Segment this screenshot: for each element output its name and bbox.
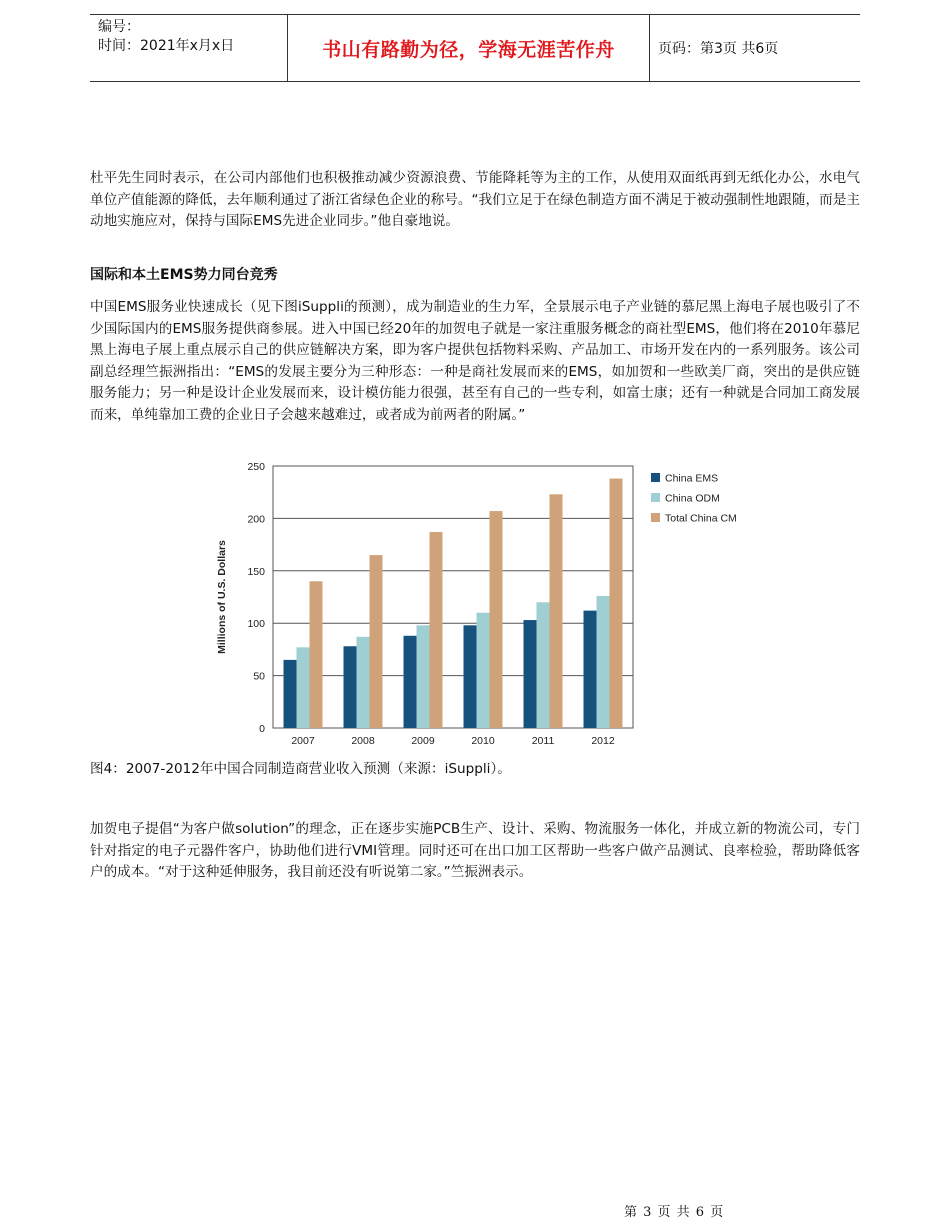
bar [550,494,563,728]
y-tick-label: 50 [253,670,265,683]
bar [477,613,490,728]
x-tick-label: 2007 [291,735,315,747]
section-heading: 国际和本土EMS势力同台竞秀 [90,267,278,283]
bar [417,625,430,728]
bar [490,511,503,728]
bar [404,636,417,728]
bar [310,581,323,728]
bar [524,620,537,728]
bar [584,611,597,728]
paragraph-2: 中国EMS服务业快速成长（见下图iSuppli的预测），成为制造业的生力军，全景展示电子产业链的慕尼黑上海电子展也吸引了不少国际国内的EMS服务提供商参展。进入中国已经20年的加贺电子就是一家注重服务概念的商社型EMS，他们将在2010年慕尼黑上海电子展上重点展示自己的供应链解决方案，即为客户提供包括物料采购、产品加工、市场开发在内的一系列服务。该公司副总经理竺振洲指出：“EMS的发展主要分为三种形态：一种是商社发展而来的EMS，如加贺和一些欧美厂商，突出的是供应链服务能力；另一种是设计企业发展而来，设计模仿能力很强，甚至有自己的一些专利，如富士康；还有一种就是合同加工商发展而来，单纯靠加工费的企业日子会越来越难过，或者成为前两者的附属。” [90,299,860,423]
number-label: 编号： [98,19,140,35]
bar [357,637,370,728]
bar [370,555,383,728]
header-motto: 书山有路勤为径，学海无涯苦作舟 [287,15,650,81]
bar [597,596,610,728]
time-label: 时间：2021年x月x日 [98,38,235,54]
x-tick-label: 2008 [351,735,375,747]
x-tick-label: 2011 [531,735,555,747]
figure-caption: 图4：2007-2012年中国合同制造商营业收入预测（来源：iSuppli）。 [90,761,511,777]
bar [610,479,623,728]
paragraph-3: 加贺电子提倡“为客户做solution”的理念，正在逐步实施PCB生产、设计、采购、物流服务一体化，并成立新的物流公司，专门针对指定的电子元器件客户，协助他们进行VMI管理。同时还可在出口加工区帮助一些客户做产品测试、良率检验，帮助降低客户的成本。“对于这种延伸服务，我目前还没有听说第二家。”竺振洲表示。 [90,821,860,881]
bar [344,646,357,728]
y-tick-label: 0 [259,723,265,735]
y-tick-label: 100 [247,618,265,631]
paragraph-1: 杜平先生同时表示，在公司内部他们也积极推动减少资源浪费、节能降耗等为主的工作，从使用双面纸再到无纸化办公，水电气单位产值能源的降低，去年顺利通过了浙江省绿色企业的称号。“我们立足于在绿色制造方面不满足于被动强制性地跟随，而是主动地实施应对，保持与国际EMS先进企业同步。”他自豪地说。 [90,170,860,230]
legend-label: Total China CM [665,512,737,525]
legend-swatch [651,493,660,502]
legend-swatch [651,473,660,482]
revenue-forecast-chart [205,453,765,748]
y-tick-label: 250 [247,461,265,473]
legend-label: China ODM [665,492,720,505]
x-tick-label: 2010 [471,735,495,747]
y-tick-label: 200 [247,513,265,526]
plot-frame [273,466,633,728]
bar [284,660,297,728]
header-table [90,14,860,82]
header-page-label: 页码：第3页 共6页 [658,41,779,57]
legend-swatch [651,513,660,522]
bar [297,647,310,728]
header-meta [90,15,287,81]
x-tick-label: 2009 [411,735,435,747]
y-axis-title: Millions of U.S. Dollars [216,540,228,654]
x-tick-label: 2012 [591,735,615,747]
page-footer: 第 3 页 共 6 页 [624,1205,725,1220]
bar [537,602,550,728]
bar [464,625,477,728]
legend-label: China EMS [665,472,719,485]
bar [430,532,443,728]
y-tick-label: 150 [247,565,265,578]
